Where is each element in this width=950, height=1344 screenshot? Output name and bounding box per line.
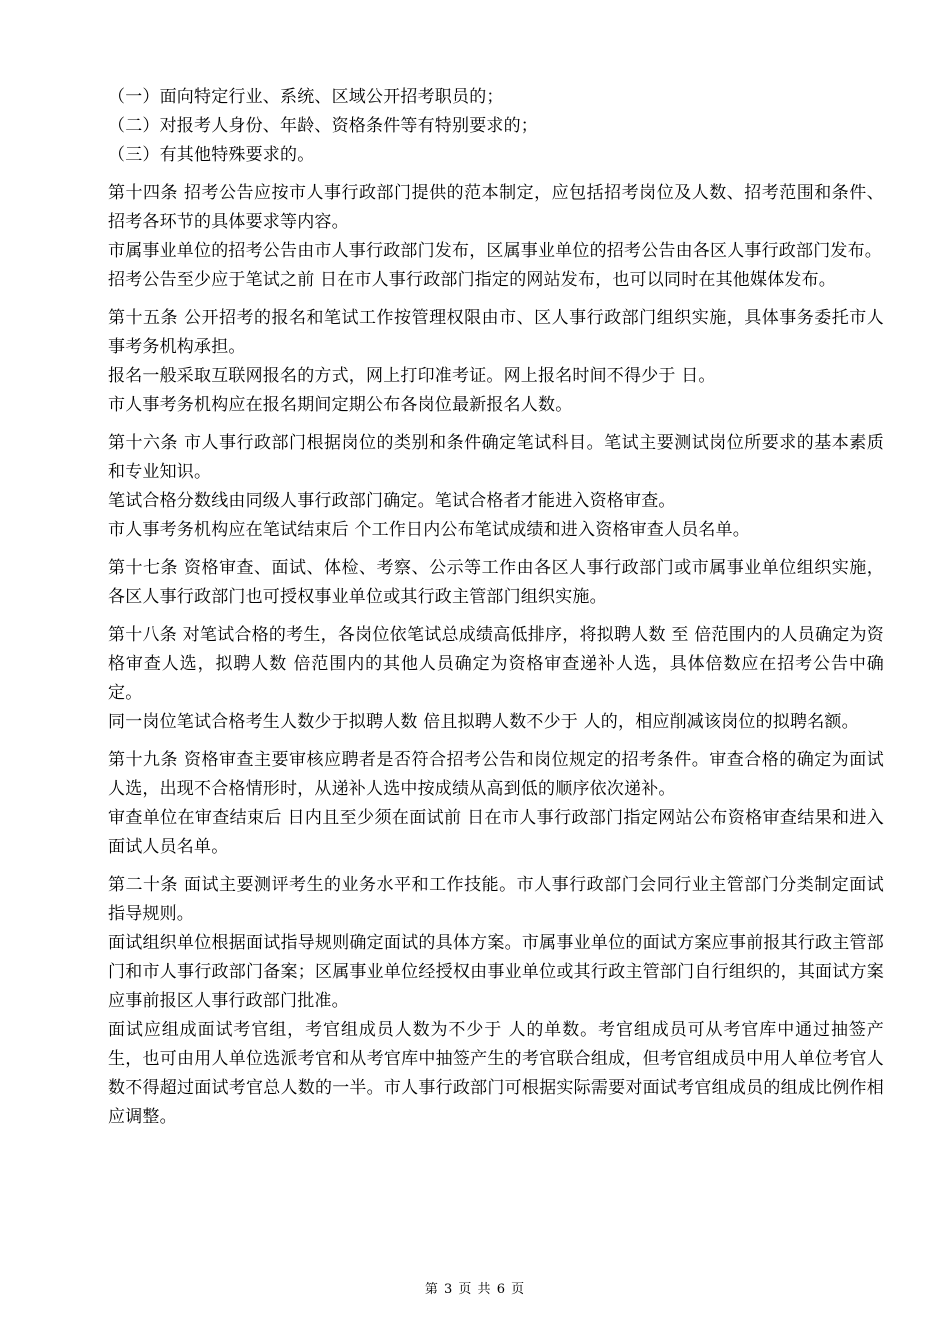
article-18 (108, 612, 884, 737)
article-heading-paragraph: 第十五条 公开招考的报名和笔试工作按管理权限由市、区人事行政部门组织实施，具体事务委托市人事考务机构承担。 (108, 308, 884, 357)
article-paragraph: 面试组织单位根据面试指导规则确定面试的具体方案。市属事业单位的面试方案应事前报其行政主管部门和市人事行政部门备案；区属事业单位经授权由事业单位或其行政主管部门自行组织的，其面试方案应事前报区人事行政部门批准。 (108, 933, 884, 1011)
article-heading-paragraph: 第十四条 招考公告应按市人事行政部门提供的范本制定，应包括招考岗位及人数、招考范围和条件、招考各环节的具体要求等内容。 (108, 183, 884, 232)
article-paragraph: 同一岗位笔试合格考生人数少于拟聘人数 倍且拟聘人数不少于 人的，相应削减该岗位的拟聘名额。 (108, 712, 859, 732)
article-16 (108, 420, 884, 545)
article-paragraph: 笔试合格分数线由同级人事行政部门确定。笔试合格者才能进入资格审查。 (108, 491, 676, 511)
article-paragraph: 市人事考务机构应在报名期间定期公布各岗位最新报名人数。 (108, 395, 573, 415)
list-item: （三）有其他特殊要求的。 (108, 145, 315, 165)
article-heading-paragraph: 第十七条 资格审查、面试、体检、考察、公示等工作由各区人事行政部门或市属事业单位组织实施，各区人事行政部门也可授权事业单位或其行政主管部门组织实施。 (108, 558, 884, 607)
article-paragraph: 面试应组成面试考官组，考官组成员人数为不少于 人的单数。考官组成员可从考官库中通过抽签产生，也可由用人单位选派考官和从考官库中抽签产生的考官联合组成，但考官组成员中用人单位考官人数不得超过面试考官总人数的一半。市人事行政部门可根据实际需要对面试考官组成员的组成比例作相应调整。 (108, 1020, 884, 1127)
article-heading-paragraph: 第十八条 对笔试合格的考生，各岗位依笔试总成绩高低排序，将拟聘人数 至 倍范围内的人员确定为资格审查人选，拟聘人数 倍范围内的其他人员确定为资格审查递补人选，具体倍数应在招考公告中确定。 (108, 625, 884, 703)
article-paragraph: 市人事考务机构应在笔试结束后 个工作日内公布笔试成绩和进入资格审查人员名单。 (108, 520, 751, 540)
article-paragraph: 市属事业单位的招考公告由市人事行政部门发布，区属事业单位的招考公告由各区人事行政部门发布。 (108, 241, 882, 261)
article-paragraph: 招考公告至少应于笔试之前 日在市人事行政部门指定的网站发布，也可以同时在其他媒体发布。 (108, 270, 837, 290)
article-paragraph: 审查单位在审查结束后 日内且至少须在面试前 日在市人事行政部门指定网站公布资格审查结果和进入面试人员名单。 (108, 808, 884, 857)
article-17 (108, 545, 884, 612)
article-14 (108, 170, 884, 295)
article-15 (108, 295, 884, 420)
list-item: （二）对报考人身份、年龄、资格条件等有特别要求的； (108, 116, 538, 136)
document-body (108, 83, 884, 1132)
condition-list (108, 83, 884, 170)
article-20 (108, 862, 884, 1132)
article-heading-paragraph: 第二十条 面试主要测评考生的业务水平和工作技能。市人事行政部门会同行业主管部门分类制定面试指导规则。 (108, 875, 884, 924)
list-item: （一）面向特定行业、系统、区域公开招考职员的； (108, 87, 504, 107)
article-heading-paragraph: 第十六条 市人事行政部门根据岗位的类别和条件确定笔试科目。笔试主要测试岗位所要求的基本素质和专业知识。 (108, 433, 884, 482)
article-heading-paragraph: 第十九条 资格审查主要审核应聘者是否符合招考公告和岗位规定的招考条件。审查合格的确定为面试人选，出现不合格情形时，从递补人选中按成绩从高到低的顺序依次递补。 (108, 750, 884, 799)
article-paragraph: 报名一般采取互联网报名的方式，网上打印准考证。网上报名时间不得少于 日。 (108, 366, 716, 386)
article-19 (108, 737, 884, 862)
page-number-footer: 第 3 页 共 6 页 (424, 1282, 526, 1297)
